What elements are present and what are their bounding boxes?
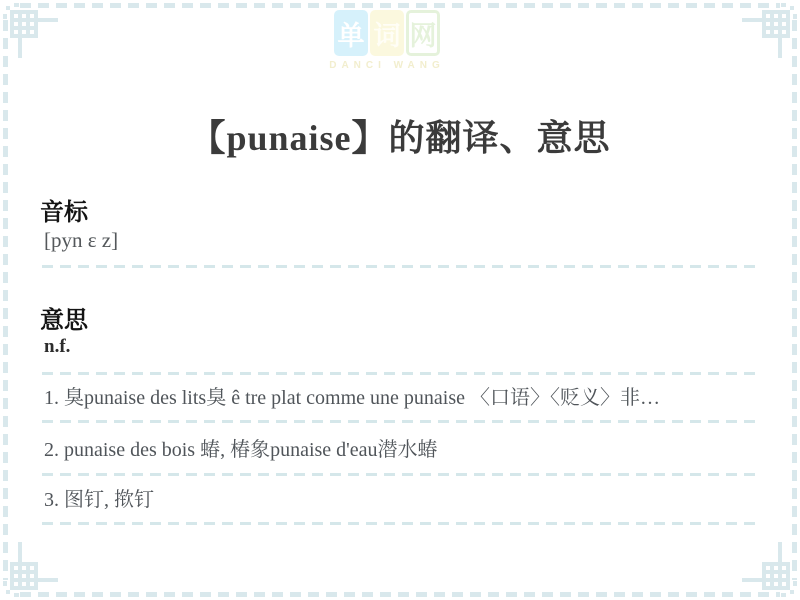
separator <box>42 522 756 525</box>
definition-item: 1. 臭punaise des lits臭 ê tre plat comme une punaise 〈口语〉〈贬义〉非… <box>44 387 661 409</box>
frame-border-right <box>792 20 797 580</box>
frame-corner-ornament-icon <box>740 540 798 598</box>
logo-block-green: 网 <box>406 10 440 56</box>
frame-corner-ornament-icon <box>740 2 798 60</box>
frame-corner-ornament-icon <box>2 2 60 60</box>
meaning-section-heading: 意思 <box>40 307 88 334</box>
separator <box>42 372 756 375</box>
separator <box>42 473 756 476</box>
frame-border-left <box>3 20 8 580</box>
site-logo <box>0 10 800 71</box>
page-title: 【punaise】的翻译、意思 <box>189 118 611 159</box>
separator <box>42 420 756 423</box>
site-logo-blocks <box>334 10 440 56</box>
frame-border-top <box>20 3 780 8</box>
separator <box>42 265 756 268</box>
definition-item: 2. punaise des bois 蝽, 椿象punaise d'eau潜水蝽 <box>44 439 438 461</box>
phonetic-section-heading: 音标 <box>40 199 88 226</box>
site-logo-subtext: DANCI WANG <box>329 60 445 71</box>
phonetic-value: [pyn ɛ z] <box>44 228 119 252</box>
frame-corner-ornament-icon <box>2 540 60 598</box>
frame-border-bottom <box>20 592 780 597</box>
logo-block-yellow: 词 <box>370 10 404 56</box>
logo-block-blue: 单 <box>334 10 368 56</box>
part-of-speech-label: n.f. <box>44 336 71 357</box>
definition-item: 3. 图钉, 揿钉 <box>44 489 154 511</box>
